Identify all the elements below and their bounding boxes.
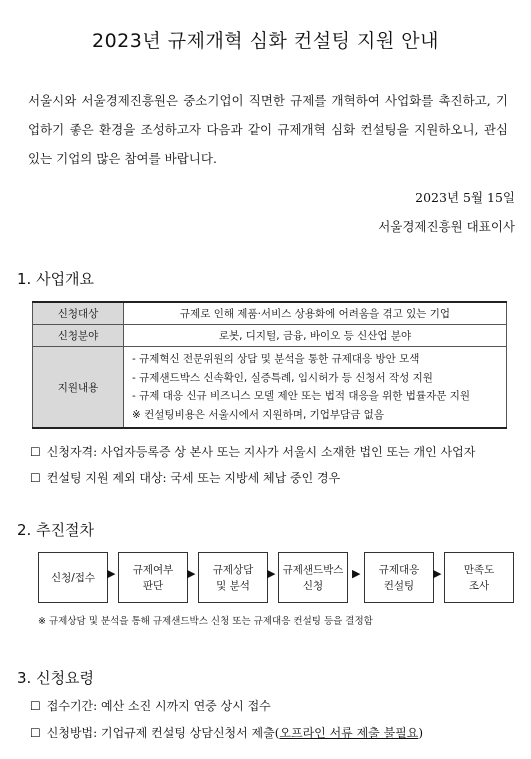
step-line: 조사 xyxy=(468,579,490,592)
row-value xyxy=(124,347,507,429)
exclusion-item xyxy=(30,469,340,486)
exclusion-text: 컨설팅 지원 제외 대상: 국세 또는 지방세 체납 중인 경우 xyxy=(46,471,341,485)
table-row xyxy=(33,325,507,347)
method-text: 신청방법: 기업규제 컨설팅 상담신청서 제출( xyxy=(46,726,280,740)
checkbox-icon: ☐ xyxy=(30,699,41,713)
page-title: 2023년 규제개혁 심화 컨설팅 지원 안내 xyxy=(91,30,439,52)
notice-signature: 서울경제진흥원 대표이사 xyxy=(378,219,515,234)
section-heading-procedure: 2. 추진절차 xyxy=(17,521,95,539)
notice-date: 2023년 5월 15일 xyxy=(415,190,515,205)
arrow-icon: ▶ xyxy=(187,567,196,580)
row-header: 신청분야 xyxy=(33,325,124,347)
step-survey xyxy=(444,552,514,603)
step-line: 신청/접수 xyxy=(50,571,96,584)
arrow-icon: ▶ xyxy=(352,567,361,580)
step-sandbox xyxy=(278,552,348,603)
procedure-note: ※ 규제상담 및 분석을 통해 규제샌드박스 신청 또는 규제대응 컨설팅 등을 결정함 xyxy=(38,616,373,627)
method-underlined-text: 오프라인 서류 제출 불필요 xyxy=(279,726,419,740)
list-item: ※ 컨설팅비용은 서울시에서 지원하며, 기업부담금 없음 xyxy=(132,408,384,421)
step-line: 만족도 xyxy=(463,563,495,576)
step-line: 규제대응 xyxy=(378,563,420,576)
overview-table xyxy=(32,301,507,429)
arrow-icon: ▶ xyxy=(267,567,276,580)
checkbox-icon: ☐ xyxy=(30,471,41,485)
support-list xyxy=(124,350,506,424)
section-heading-application: 3. 신청요령 xyxy=(17,669,95,687)
step-apply xyxy=(38,552,108,603)
period-text: 접수기간: 예산 소진 시까지 연중 상시 접수 xyxy=(46,699,271,713)
checkbox-icon: ☐ xyxy=(30,726,41,740)
step-line: 신청 xyxy=(302,579,324,592)
row-value: 규제로 인해 제품·서비스 상용화에 어려움을 겪고 있는 기업 xyxy=(124,302,507,325)
arrow-icon: ▶ xyxy=(433,567,442,580)
period-item xyxy=(30,697,271,714)
row-header: 신청대상 xyxy=(33,302,124,325)
step-line: 판단 xyxy=(142,579,164,592)
method-item xyxy=(30,724,423,741)
checkbox-icon: ☐ xyxy=(30,445,41,459)
step-consult xyxy=(198,552,268,603)
row-header: 지원내용 xyxy=(33,347,124,429)
step-response xyxy=(364,552,434,603)
method-closing: ) xyxy=(418,726,424,740)
row-value: 로봇, 디지털, 금융, 바이오 등 신산업 분야 xyxy=(124,325,507,347)
list-item: - 규제샌드박스 신속확인, 실증특례, 임시허가 등 신청서 작성 지원 xyxy=(132,371,433,384)
eligibility-item xyxy=(30,443,475,460)
step-line: 규제샌드박스 xyxy=(282,563,344,576)
step-line: 규제상담 xyxy=(212,563,254,576)
arrow-icon: ▶ xyxy=(107,567,116,580)
step-line: 규제여부 xyxy=(132,563,174,576)
table-row xyxy=(33,302,507,325)
intro-paragraph: 서울시와 서울경제진흥원은 중소기업이 직면한 규제를 개혁하여 사업화를 촉진하고, 기업하기 좋은 환경을 조성하고자 다음과 같이 규제개혁 심화 컨설팅을 지원하오니, 관심 있는 기업의 많은 참여를 바랍니다. xyxy=(28,93,508,166)
section-heading-overview: 1. 사업개요 xyxy=(17,270,95,288)
eligibility-text: 신청자격: 사업자등록증 상 본사 또는 지사가 서울시 소재한 법인 또는 개인 사업자 xyxy=(46,445,476,459)
list-item: - 규제혁신 전문위원의 상담 및 분석을 통한 규제대응 방안 모색 xyxy=(132,353,420,365)
step-line: 및 분석 xyxy=(216,579,250,592)
step-line: 컨설팅 xyxy=(383,579,415,592)
table-row xyxy=(33,347,507,429)
list-item: - 규제 대응 신규 비즈니스 모델 제안 또는 법적 대응을 위한 법률자문 지원 xyxy=(132,390,470,402)
step-review xyxy=(118,552,188,603)
